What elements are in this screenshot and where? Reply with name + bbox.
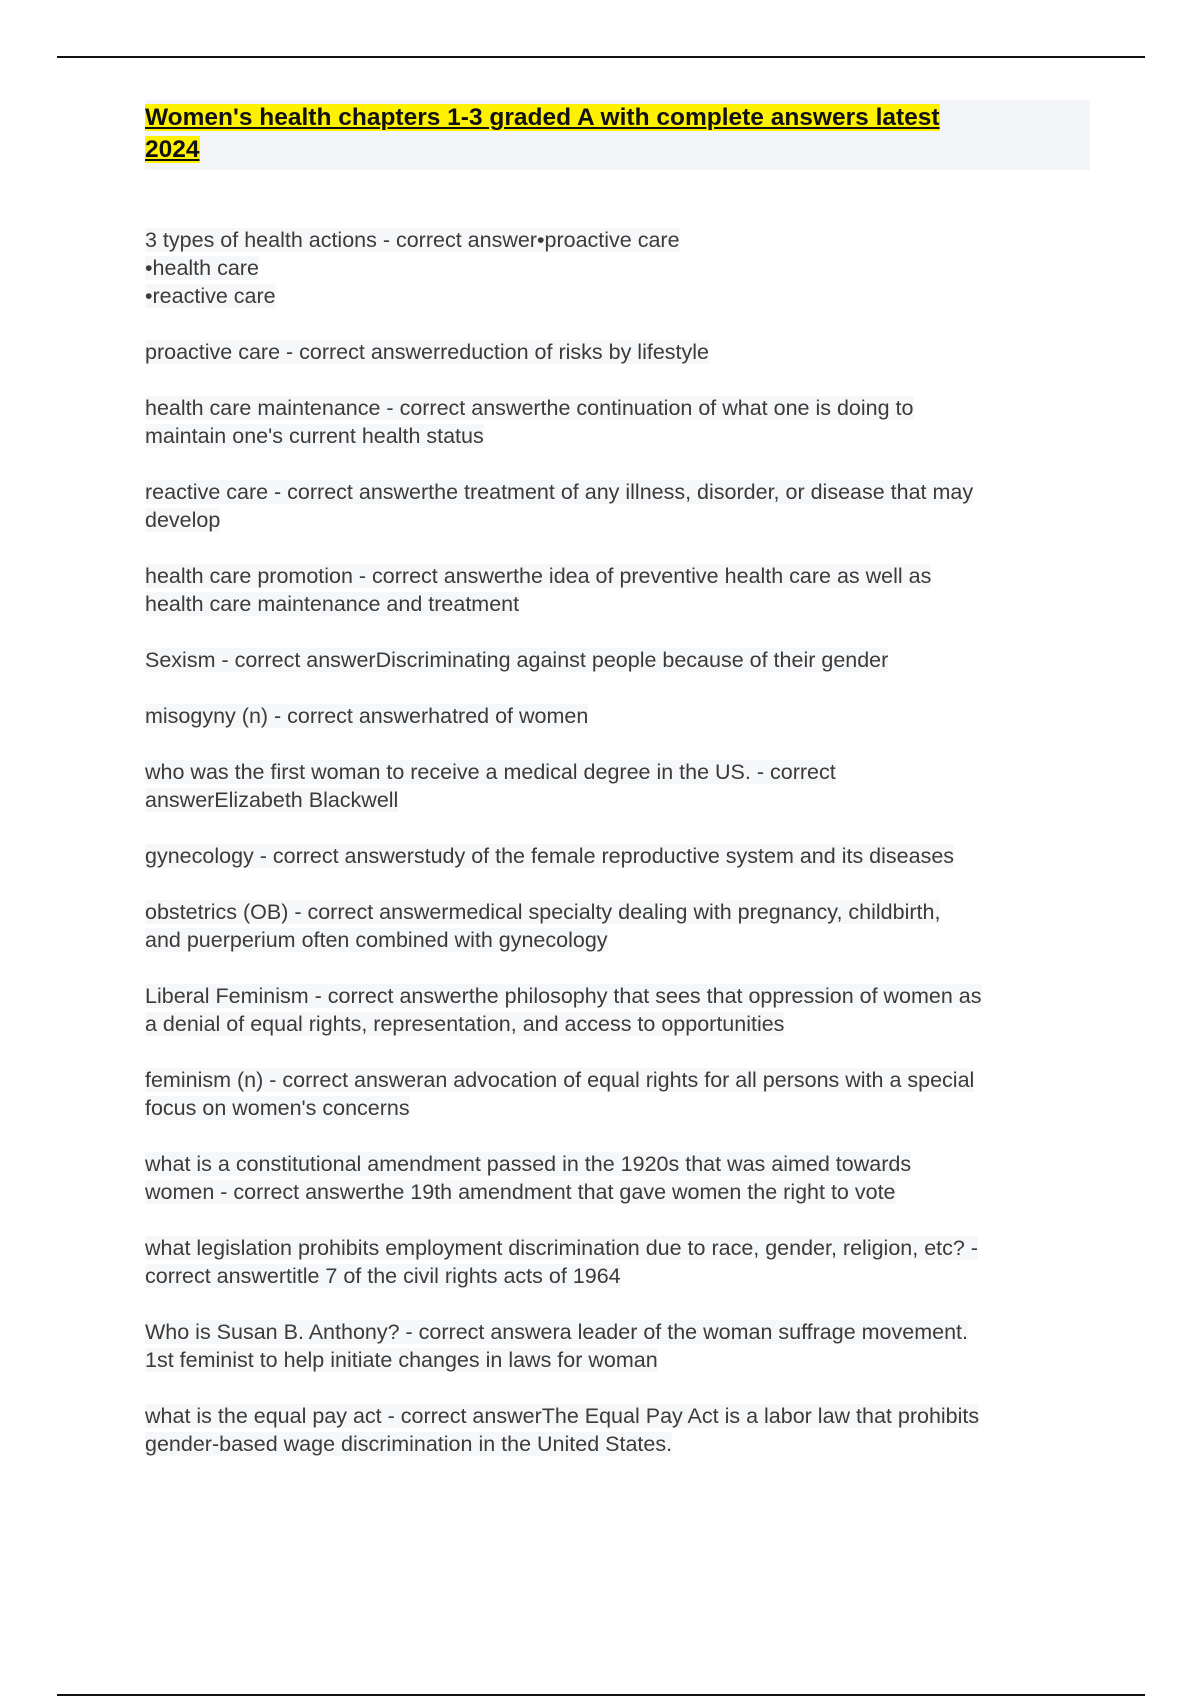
top-rule <box>57 56 1145 58</box>
qa-entry <box>145 226 1090 310</box>
title-block <box>145 100 1090 170</box>
qa-entry-line: 1st feminist to help initiate changes in laws for woman <box>145 1348 658 1372</box>
qa-entry-line: •reactive care <box>145 284 276 308</box>
qa-entry-line: what is a constitutional amendment passed in the 1920s that was aimed towards <box>145 1152 912 1176</box>
qa-entry-line: what legislation prohibits employment discrimination due to race, gender, religion, etc? - <box>145 1236 978 1260</box>
qa-entry <box>145 702 1090 730</box>
qa-entry <box>145 982 1090 1038</box>
qa-entry <box>145 898 1090 954</box>
qa-entry-line: health care maintenance and treatment <box>145 592 520 616</box>
document-title <box>145 102 1090 166</box>
qa-entry-line: answerElizabeth Blackwell <box>145 788 399 812</box>
qa-entry-line: maintain one's current health status <box>145 424 484 448</box>
qa-entry-line: gynecology - correct answerstudy of the female reproductive system and its diseases <box>145 844 955 868</box>
qa-entry-line: women - correct answerthe 19th amendment that gave women the right to vote <box>145 1180 896 1204</box>
qa-entry-line: health care maintenance - correct answerthe continuation of what one is doing to <box>145 396 914 420</box>
qa-entry <box>145 1318 1090 1374</box>
qa-entry-line: develop <box>145 508 221 532</box>
bottom-rule <box>57 1694 1145 1696</box>
qa-entry-line: and puerperium often combined with gynecology <box>145 928 608 952</box>
qa-entry-line: Who is Susan B. Anthony? - correct answera leader of the woman suffrage movement. <box>145 1320 968 1344</box>
qa-entry <box>145 1234 1090 1290</box>
qa-entry-line: proactive care - correct answerreduction of risks by lifestyle <box>145 340 709 364</box>
qa-entry <box>145 478 1090 534</box>
qa-entry-line: focus on women's concerns <box>145 1096 410 1120</box>
qa-entry-line: what is the equal pay act - correct answerThe Equal Pay Act is a labor law that prohibits <box>145 1404 980 1428</box>
qa-entry-line: obstetrics (OB) - correct answermedical specialty dealing with pregnancy, childbirth, <box>145 900 941 924</box>
title-line-2: 2024 <box>145 136 200 163</box>
qa-entry-line: gender-based wage discrimination in the United States. <box>145 1432 673 1456</box>
qa-entry-line: health care promotion - correct answerthe idea of preventive health care as well as <box>145 564 932 588</box>
document-body <box>145 100 1090 1486</box>
qa-list <box>145 226 1090 1458</box>
qa-entry-line: •health care <box>145 256 259 280</box>
qa-entry-line: misogyny (n) - correct answerhatred of women <box>145 704 589 728</box>
title-line-1: Women's health chapters 1-3 graded A with complete answers latest <box>145 104 940 131</box>
qa-entry-line: feminism (n) - correct answeran advocation of equal rights for all persons with a special <box>145 1068 975 1092</box>
qa-entry <box>145 1150 1090 1206</box>
qa-entry <box>145 338 1090 366</box>
qa-entry <box>145 562 1090 618</box>
qa-entry-line: reactive care - correct answerthe treatment of any illness, disorder, or disease that may <box>145 480 974 504</box>
qa-entry-line: correct answertitle 7 of the civil rights acts of 1964 <box>145 1264 621 1288</box>
qa-entry <box>145 842 1090 870</box>
qa-entry-line: Sexism - correct answerDiscriminating against people because of their gender <box>145 648 889 672</box>
qa-entry-line: 3 types of health actions - correct answer•proactive care <box>145 228 680 252</box>
qa-entry <box>145 394 1090 450</box>
qa-entry-line: a denial of equal rights, representation, and access to opportunities <box>145 1012 785 1036</box>
qa-entry <box>145 1066 1090 1122</box>
qa-entry-line: who was the first woman to receive a medical degree in the US. - correct <box>145 760 836 784</box>
qa-entry <box>145 1402 1090 1458</box>
qa-entry <box>145 646 1090 674</box>
qa-entry <box>145 758 1090 814</box>
qa-entry-line: Liberal Feminism - correct answerthe philosophy that sees that oppression of women as <box>145 984 982 1008</box>
